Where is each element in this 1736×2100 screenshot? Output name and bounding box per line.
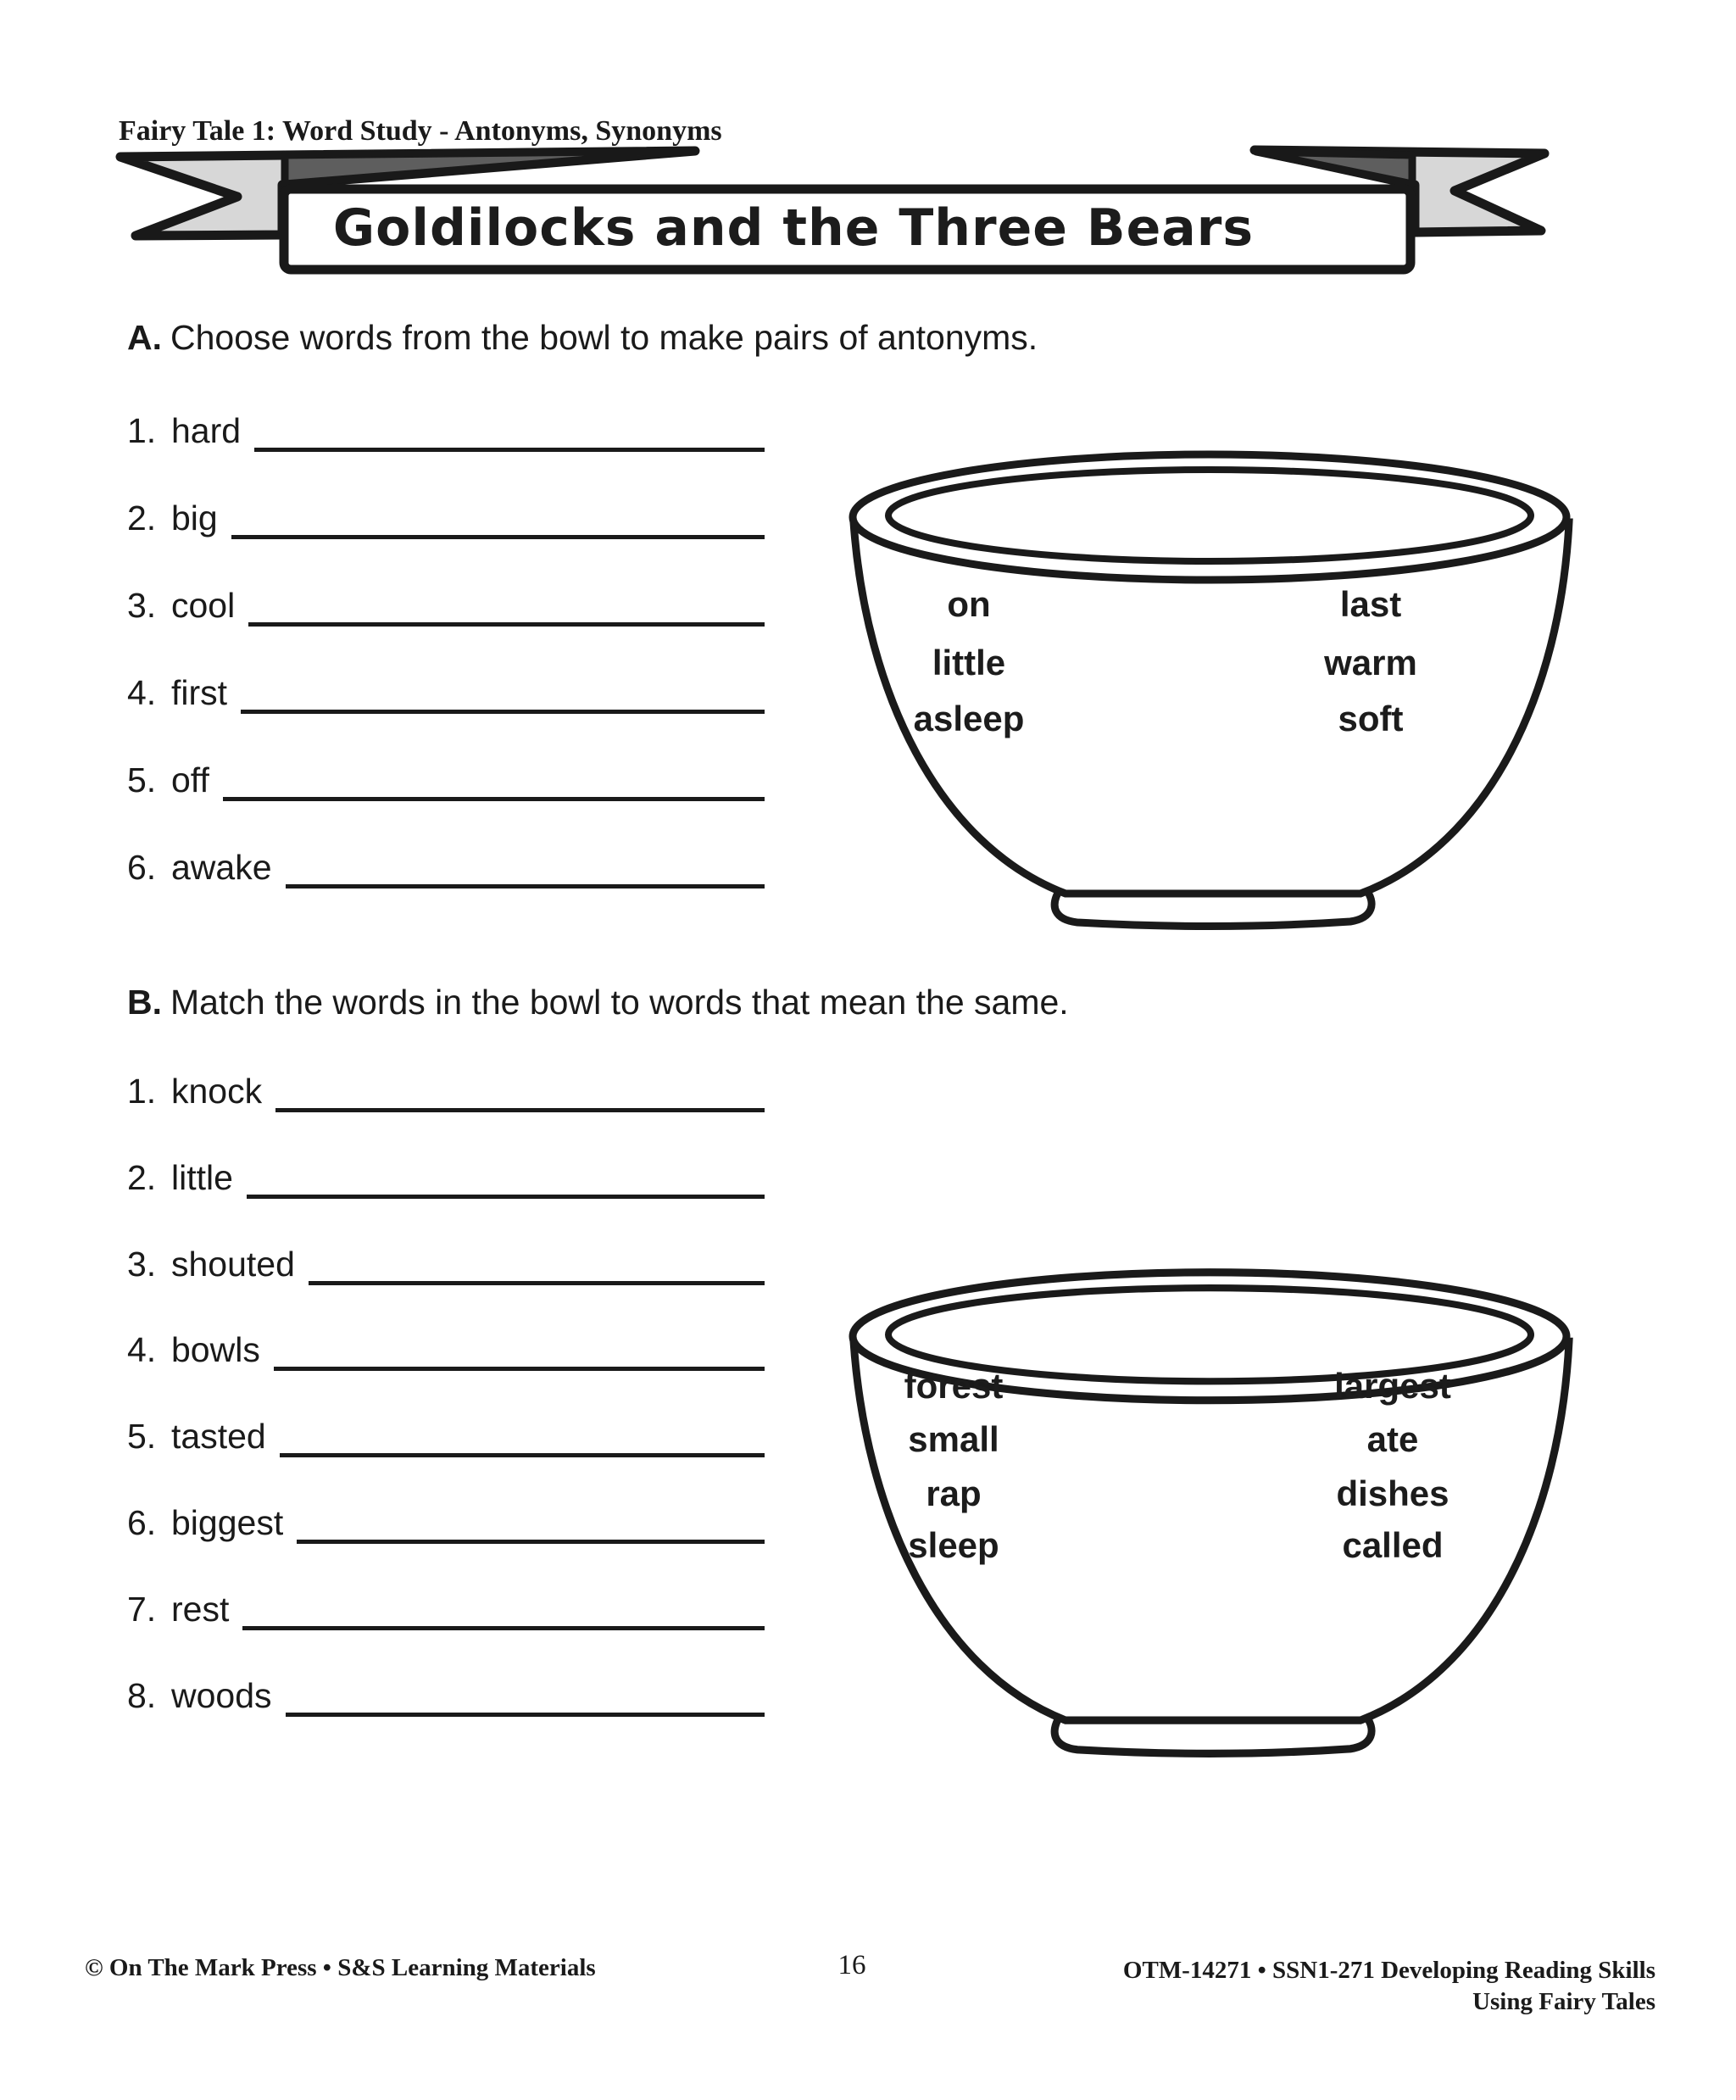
synonym-item-4 xyxy=(127,1329,765,1371)
item-number: 5. xyxy=(127,760,157,799)
answer-blank-b6[interactable] xyxy=(297,1497,765,1544)
bowl-word: largest xyxy=(1334,1366,1451,1406)
antonym-item-6 xyxy=(127,846,765,888)
answer-blank-a3[interactable] xyxy=(248,580,765,627)
bowl-word: forest xyxy=(904,1366,1004,1406)
item-number: 3. xyxy=(127,586,157,625)
item-word: cool xyxy=(171,586,236,625)
synonym-item-8 xyxy=(127,1674,765,1717)
answer-blank-b1[interactable] xyxy=(275,1066,765,1112)
footer-product-line2: Using Fairy Tales xyxy=(1472,1988,1655,2015)
item-number: 4. xyxy=(127,1330,157,1369)
bowl-word: ate xyxy=(1366,1419,1419,1459)
answer-blank-a1[interactable] xyxy=(254,405,765,452)
section-b-label: B. xyxy=(127,983,162,1022)
answer-blank-b3[interactable] xyxy=(309,1239,765,1285)
item-word: first xyxy=(171,673,228,712)
answer-blank-a6[interactable] xyxy=(286,842,765,888)
item-number: 6. xyxy=(127,1503,157,1542)
item-word: biggest xyxy=(171,1503,284,1542)
item-word: shouted xyxy=(171,1245,295,1284)
ribbon-right-fold-icon xyxy=(1256,152,1412,184)
answer-blank-a4[interactable] xyxy=(241,667,765,714)
antonym-item-3 xyxy=(127,584,765,627)
item-word: tasted xyxy=(171,1417,266,1456)
item-number: 7. xyxy=(127,1590,157,1629)
item-number: 2. xyxy=(127,1158,157,1197)
answer-blank-a2[interactable] xyxy=(231,493,765,539)
section-b-heading xyxy=(127,981,1069,1023)
bowl-word: dishes xyxy=(1336,1473,1449,1513)
bowl-word: sleep xyxy=(908,1525,999,1565)
item-number: 1. xyxy=(127,1072,157,1111)
item-number: 6. xyxy=(127,848,157,887)
bowl-word: on xyxy=(947,584,991,624)
answer-blank-b4[interactable] xyxy=(274,1324,765,1371)
footer-product-info xyxy=(1123,1955,1655,2018)
item-word: hard xyxy=(171,411,242,450)
answer-blank-b7[interactable] xyxy=(242,1584,765,1630)
item-number: 3. xyxy=(127,1245,157,1284)
answer-blank-b8[interactable] xyxy=(286,1670,765,1717)
word-bowl-antonyms xyxy=(843,422,1579,931)
bowl-word: called xyxy=(1342,1525,1444,1565)
item-number: 2. xyxy=(127,499,157,538)
antonym-item-2 xyxy=(127,497,765,539)
synonym-item-2 xyxy=(127,1156,765,1199)
item-word: big xyxy=(171,499,218,538)
synonym-item-5 xyxy=(127,1415,765,1457)
ribbon-left-fold-icon xyxy=(285,151,693,184)
item-number: 4. xyxy=(127,673,157,712)
item-number: 5. xyxy=(127,1417,157,1456)
antonym-item-5 xyxy=(127,759,765,801)
antonym-item-1 xyxy=(127,409,765,452)
footer-copyright: © On The Mark Press • S&S Learning Materials xyxy=(85,1954,596,1981)
bowl-word: soft xyxy=(1338,699,1404,738)
bowl-word: rap xyxy=(926,1473,982,1513)
item-word: bowls xyxy=(171,1330,260,1369)
bowl-word: asleep xyxy=(913,699,1025,738)
section-a-instruction: Choose words from the bowl to make pairs of antonyms. xyxy=(170,318,1038,357)
page-number: 16 xyxy=(837,1950,866,1980)
antonym-item-4 xyxy=(127,671,765,714)
item-word: awake xyxy=(171,848,272,887)
synonym-item-6 xyxy=(127,1501,765,1544)
page-title: Goldilocks and the Three Bears xyxy=(332,198,1255,258)
answer-blank-a5[interactable] xyxy=(223,755,765,801)
worksheet-subject-label: Fairy Tale 1: Word Study - Antonyms, Synonyms xyxy=(119,115,722,147)
item-word: off xyxy=(171,760,209,799)
answer-blank-b5[interactable] xyxy=(280,1411,765,1457)
bowl-word: small xyxy=(908,1419,999,1459)
word-bowl-synonyms xyxy=(843,1239,1579,1758)
item-word: woods xyxy=(171,1676,272,1715)
bowl-word: little xyxy=(932,643,1006,682)
item-number: 8. xyxy=(127,1676,157,1715)
item-word: knock xyxy=(171,1072,263,1111)
synonym-item-1 xyxy=(127,1070,765,1112)
footer-product-line1: OTM-14271 • SSN1-271 Developing Reading Skills xyxy=(1122,1957,1655,1984)
answer-blank-b2[interactable] xyxy=(247,1152,765,1199)
synonym-item-7 xyxy=(127,1588,765,1630)
bowl-word: warm xyxy=(1324,643,1417,682)
synonym-item-3 xyxy=(127,1243,765,1285)
section-a-heading xyxy=(127,316,1038,359)
item-word: little xyxy=(171,1158,233,1197)
item-number: 1. xyxy=(127,411,157,450)
section-b-instruction: Match the words in the bowl to words that mean the same. xyxy=(170,983,1069,1022)
section-a-label: A. xyxy=(127,318,162,357)
item-word: rest xyxy=(171,1590,230,1629)
bowl-word: last xyxy=(1339,584,1402,624)
